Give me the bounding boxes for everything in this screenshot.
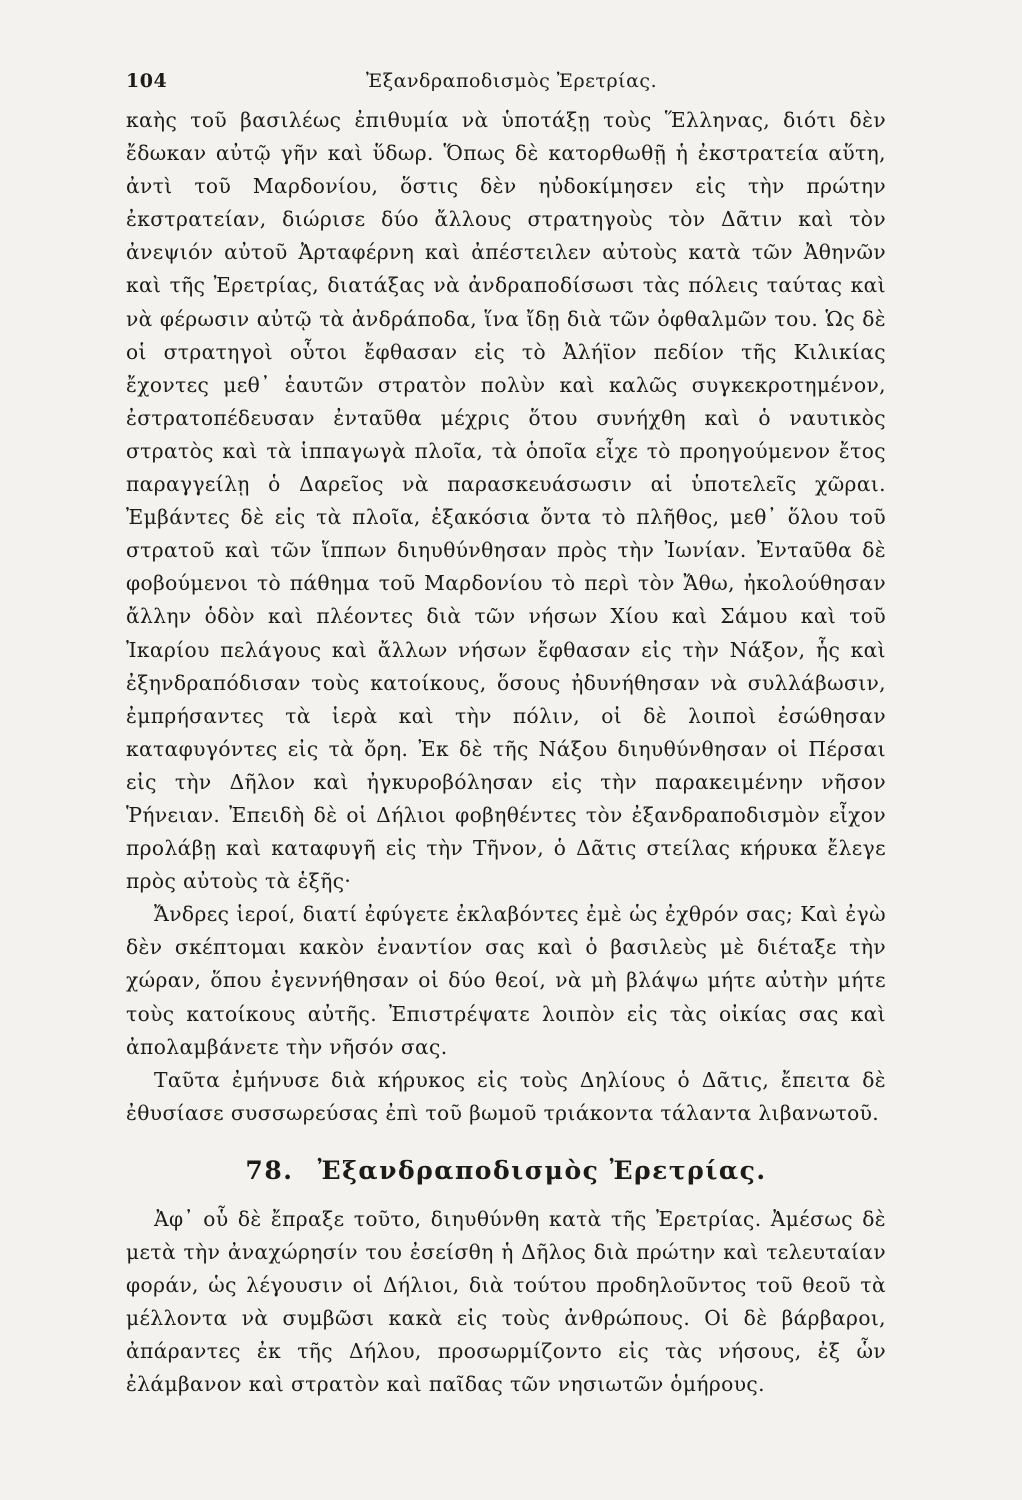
page-number: 104 (126, 70, 168, 92)
running-head (126, 70, 886, 104)
section-number: 78. (245, 1155, 294, 1185)
section-heading (126, 1156, 886, 1185)
section-paragraph: Ἀφ᾽ οὗ δὲ ἔπραξε τοῦτο, διηυθύνθη κατὰ τῆς Ἐρετρίας. Ἀμέσως δὲ μετὰ τὴν ἀναχώρησίν του ἐσείσθη ἡ Δῆλος διὰ πρώτην καὶ τελευταίαν φοράν, ὡς λέγουσιν οἱ Δήλιοι, διὰ τούτου προδηλοῦντος τοῦ θεοῦ τὰ μέλλοντα νὰ συμβῶσι κακὰ εἰς τοὺς ἀνθρώπους. Οἱ δὲ βάρβαροι, ἀπάραντες ἐκ τῆς Δήλου, προσωρμίζοντο εἰς τὰς νήσους, ἐξ ὧν ἐλάμβανον καὶ στρατὸν καὶ παῖδας τῶν νησιωτῶν ὁμήρους. (126, 1206, 886, 1397)
section-title: Ἐξανδραποδισμὸς Ἐρετρίας. (317, 1155, 767, 1185)
body-paragraph-1: καὴς τοῦ βασιλέως ἐπιθυμία νὰ ὑποτάξῃ τοὺς Ἕλληνας, διότι δὲν ἔδωκαν αὐτῷ γῆν καὶ ὕδωρ. Ὅπως δὲ κατορθωθῇ ἡ ἐκστρατεία αὕτη, ἀντὶ τοῦ Μαρδονίου, ὅστις δὲν ηὐδοκίμησεν εἰς τὴν πρώτην ἐκστρατείαν, διώρισε δύο ἄλλους στρατηγοὺς τὸν Δᾶτιν καὶ τὸν ἀνεψιόν αὐτοῦ Ἀρταφέρνη καὶ ἀπέστειλεν αὐτοὺς κατὰ τῶν Ἀθηνῶν καὶ τῆς Ἐρετρίας, διατάξας νὰ ἀνδραποδίσωσι τὰς πόλεις ταύτας καὶ νὰ φέρωσιν αὐτῷ τὰ ἀνδράποδα, ἵνα ἴδῃ διὰ τῶν ὀφθαλμῶν του. Ὡς δὲ οἱ στρατηγοὶ οὗτοι ἔφθασαν εἰς τὸ Ἀλήϊον πεδίον τῆς Κιλικίας ἔχοντες μεθ᾽ ἑαυτῶν στρατὸν πολὺν καὶ καλῶς συγκεκροτημένον, ἐστρατοπέδευσαν ἐνταῦθα μέχρις ὅτου συνήχθη καὶ ὁ ναυτικὸς στρατὸς καὶ τὰ ἱππαγωγὰ πλοῖα, τὰ ὁποῖα εἶχε τὸ προηγούμενον ἔτος παραγγείλῃ ὁ Δαρεῖος νὰ παρασκευάσωσιν αἱ ὑποτελεῖς χῶραι. Ἐμβάντες δὲ εἰς τὰ πλοῖα, ἑξακόσια ὄντα τὸ πλῆθος, μεθ᾽ ὅλου τοῦ στρατοῦ καὶ τῶν ἵππων διηυθύνθησαν πρὸς τὴν Ἰωνίαν. Ἐνταῦθα δὲ φοβούμενοι τὸ πάθημα τοῦ Μαρδονίου τὸ περὶ τὸν Ἄθω, ἠκολούθησαν ἄλλην ὁδὸν καὶ πλέοντες διὰ τῶν νήσων Χίου καὶ Σάμου καὶ τοῦ Ἰκαρίου πελάγους καὶ ἄλλων νήσων ἔφθασαν εἰς τὴν Νάξον, ἧς καὶ ἐξηνδραπόδισαν τοὺς κατοίκους, ὅσους ἠδυνήθησαν νὰ συλλάβωσιν, ἐμπρήσαντες τὰ ἱερὰ καὶ τὴν πόλιν, οἱ δὲ λοιποὶ ἐσώθησαν καταφυγόντες εἰς τὰ ὄρη. Ἐκ δὲ τῆς Νάξου διηυθύνθησαν οἱ Πέρσαι εἰς τὴν Δῆλον καὶ ἠγκυροβόλησαν εἰς τὴν παρακειμένην νῆσον Ῥήνειαν. Ἐπειδὴ δὲ οἱ Δήλιοι φοβηθέντες τὸν ἐξανδραποδισμὸν εἶχον προλάβῃ καὶ καταφυγῆ εἰς τὴν Τῆνον, ὁ Δᾶτις στείλας κήρυκα ἔλεγε πρὸς αὐτοὺς τὰ ἑξῆς· (126, 108, 886, 894)
speech-paragraph: Ἄνδρες ἱεροί, διατί ἐφύγετε ἐκλαβόντες ἐμὲ ὡς ἐχθρόν σας; Καὶ ἐγὼ δὲν σκέπτομαι κακὸν ἐναντίον σας καὶ ὁ βασιλεὺς μὲ διέταξε τὴν χώραν, ὅπου ἐγεννήθησαν οἱ δύο θεοί, νὰ μὴ βλάψω μήτε αὐτὴν μήτε τοὺς κατοίκους αὐτῆς. Ἐπιστρέψατε λοιπὸν εἰς τὰς οἰκίας σας καὶ ἀπολαμβάνετε τὴν νῆσόν σας. (126, 902, 886, 1059)
body-paragraph-3: Ταῦτα ἐμήνυσε διὰ κήρυκος εἰς τοὺς Δηλίους ὁ Δᾶτις, ἔπειτα δὲ ἐθυσίασε συσσωρεύσας ἐπὶ τοῦ βωμοῦ τριάκοντα τάλαντα λιβανωτοῦ. (126, 1067, 886, 1125)
book-page (126, 70, 886, 1401)
running-head-title: Ἐξανδραποδισμὸς Ἐρετρίας. (366, 70, 658, 92)
